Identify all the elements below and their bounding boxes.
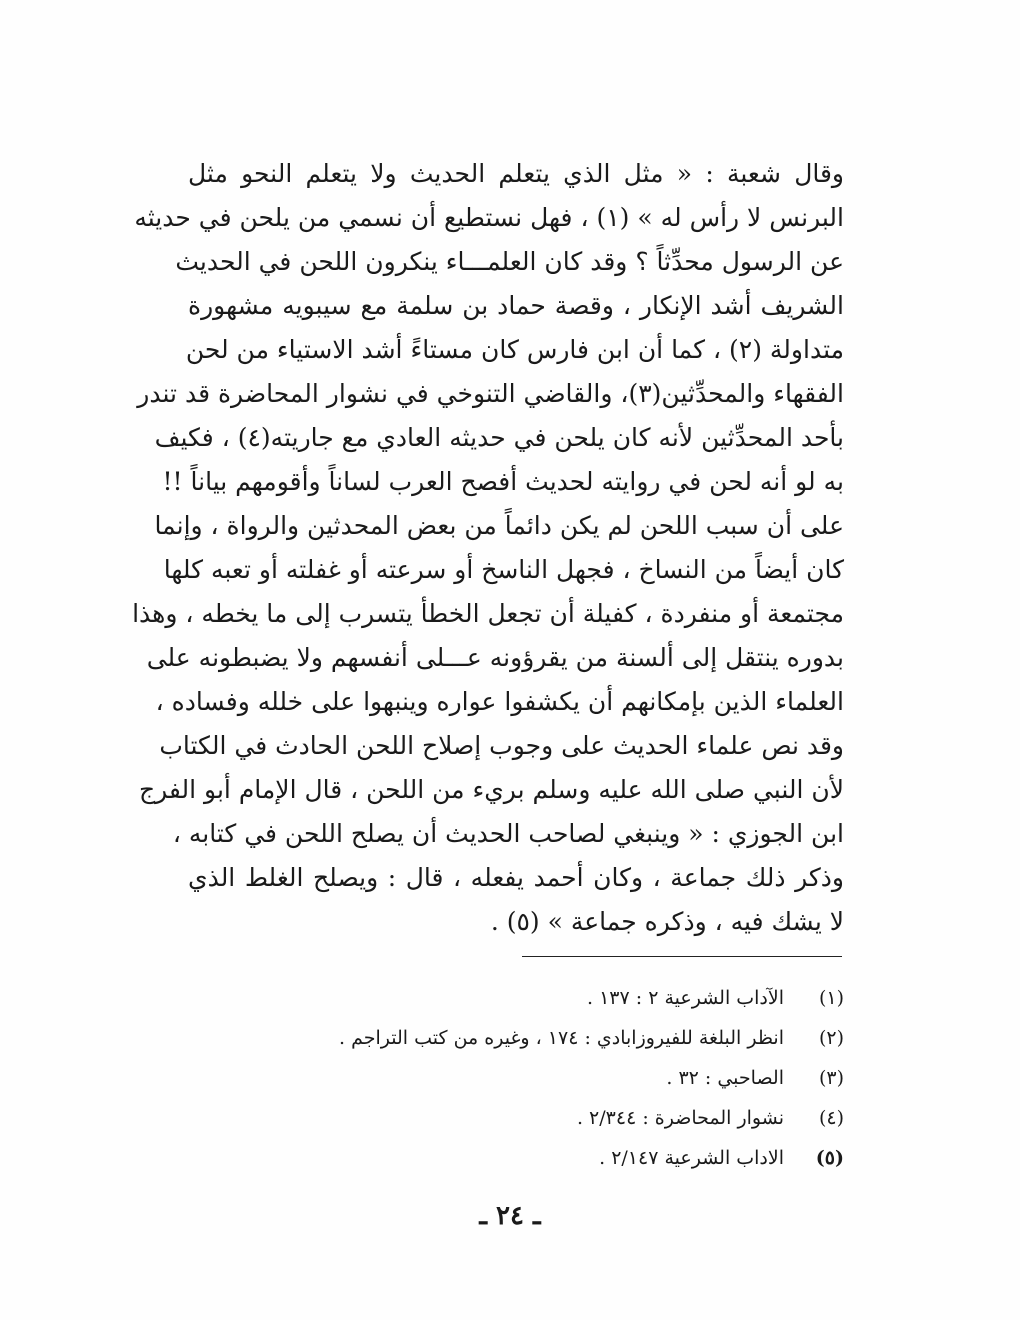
text-line: لأن النبي صلى الله عليه وسلم بريء من اللحن ، قال الإمام أبو الفرج — [138, 775, 844, 804]
footnote-item — [200, 1018, 844, 1058]
footnote-number: (١) — [818, 987, 844, 1009]
footnote-separator — [522, 956, 842, 957]
footnote-item — [200, 978, 844, 1018]
text-line: العلماء الذين بإمكانهم أن يكشفوا عواره وينبهوا على خلله وفساده ، — [155, 687, 844, 716]
footnotes-block — [200, 978, 844, 1178]
footnote-text: الآداب الشرعية ٢ : ١٣٧ . — [587, 987, 784, 1009]
text-line: ابن الجوزي : « وينبغي لصاحب الحديث أن يصلح اللحن في كتابه ، — [172, 819, 844, 848]
footnote-item — [200, 1098, 844, 1138]
text-line: وقد نص علماء الحديث على وجوب إصلاح اللحن الحادث في الكتاب — [159, 731, 844, 760]
page-number: ـ ٢٤ ـ — [479, 1201, 541, 1231]
footnote-text: نشوار المحاضرة : ٢/٣٤٤ . — [576, 1107, 784, 1129]
footnote-text: الصاحبي : ٣٢ . — [666, 1067, 784, 1089]
footnote-number: (٥) — [815, 1147, 844, 1169]
text-line: الشريف أشد الإنكار ، وقصة حماد بن سلمة مع سيبويه مشهورة — [188, 291, 844, 320]
text-line: وقال شعبة : « مثل الذي يتعلم الحديث ولا يتعلم النحو مثل — [188, 159, 844, 188]
footnote-number: (٤) — [818, 1107, 844, 1129]
text-line: كان أيضاً من النساخ ، فجهل الناسخ أو سرعته أو غفلته أو تعبه كلها — [163, 555, 844, 584]
footnote-number: (٢) — [818, 1027, 844, 1049]
footnote-item — [200, 1058, 844, 1098]
text-line: مجتمعة أو منفردة ، كفيلة أن تجعل الخطأ يتسرب إلى ما يخطه ، وهذا — [132, 599, 844, 628]
text-line: به لو أنه لحن في روايته لحديث أفصح العرب لساناً وأقومهم بياناً !! — [162, 467, 844, 496]
text-line: متداولة (٢) ، كما أن ابن فارس كان مستاءً أشد الاستياء من لحن — [185, 335, 844, 364]
footnote-item — [200, 1138, 844, 1178]
text-line: على أن سبب اللحن لم يكن دائماً من بعض المحدثين والرواة ، وإنما — [154, 511, 844, 540]
text-line: وذكر ذلك جماعة ، وكان أحمد يفعله ، قال : ويصلح الغلط الذي — [188, 863, 844, 892]
text-line: الفقهاء والمحدِّثين(٣)، والقاضي التنوخي في نشوار المحاضرة قد تندر — [137, 379, 844, 408]
text-line: بدوره ينتقل إلى ألسنة من يقرؤونه عـــلى أنفسهم ولا يضبطونه على — [146, 643, 844, 672]
text-line: البرنس لا رأس له » (١) ، فهل نستطيع أن نسمي من يلحن في حديثه — [134, 203, 844, 232]
text-line: عن الرسول محدِّثاً ؟ وقد كان العلمـــاء ينكرون اللحن في الحديث — [175, 247, 844, 276]
footnote-text: انظر البلغة للفيروزابادي : ١٧٤ ، وغيره من كتب التراجم . — [339, 1027, 784, 1049]
text-line: بأحد المحدِّثين لأنه كان يلحن في حديثه العادي مع جاريته(٤) ، فكيف — [154, 423, 844, 452]
text-line: لا يشك فيه ، وذكره جماعة » (٥) . — [490, 907, 844, 936]
footnote-text: الاداب الشرعية ٢/١٤٧ . — [599, 1147, 784, 1169]
footnote-number: (٣) — [818, 1067, 844, 1089]
main-text-block — [132, 152, 844, 944]
